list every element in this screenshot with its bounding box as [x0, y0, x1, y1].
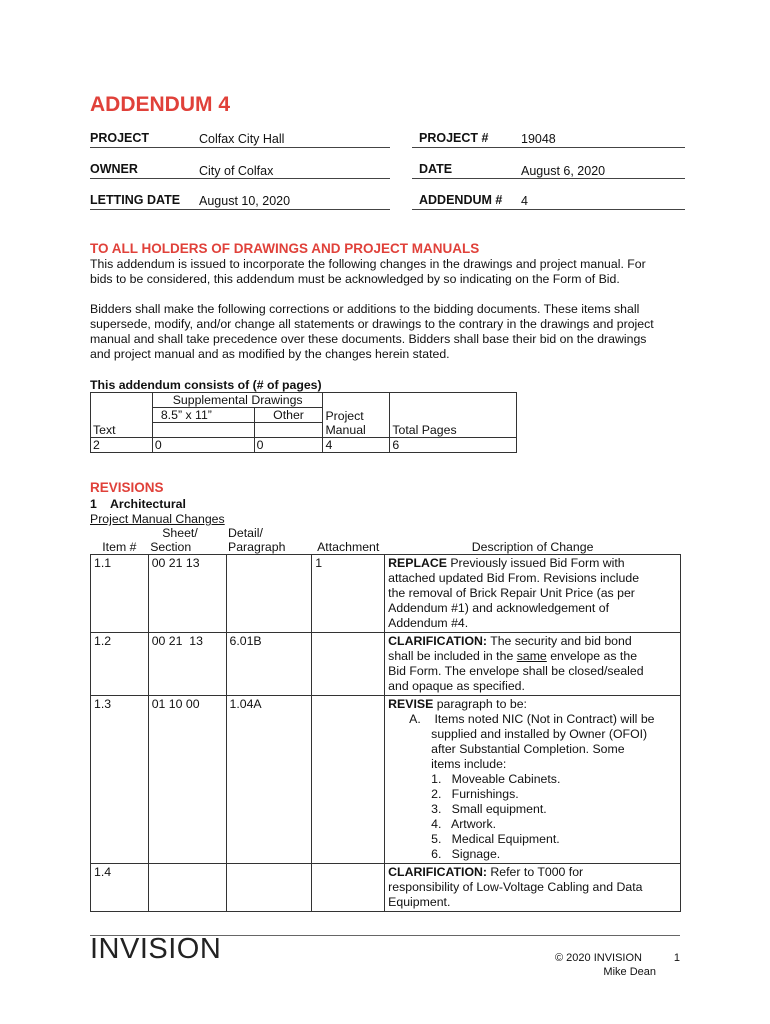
- text-header: Text: [91, 423, 153, 438]
- project-value: Colfax City Hall: [199, 132, 285, 146]
- letting-date-value: August 10, 2020: [199, 194, 291, 208]
- project-no-value: 19048: [521, 132, 556, 146]
- document-title: ADDENDUM 4: [90, 93, 231, 116]
- pages-caption: This addendum consists of (# of pages): [90, 378, 322, 392]
- col-detail-header: [226, 526, 312, 555]
- holders-paragraph-1: [90, 257, 690, 287]
- addendum-no-value: 4: [521, 194, 528, 208]
- date-rule: [412, 178, 685, 179]
- size-85x11-value: 0: [152, 437, 254, 452]
- desc-text: Addendum #1) and acknowledgement of: [388, 601, 609, 615]
- manual-header: Manual: [323, 423, 390, 438]
- col-item-header: Item #: [102, 540, 137, 554]
- holders-paragraph-2: [90, 302, 690, 362]
- desc-text: paragraph to be:: [433, 697, 527, 711]
- desc-text: Equipment.: [388, 895, 451, 909]
- desc-text: Addendum #4.: [388, 616, 469, 630]
- holders-heading: TO ALL HOLDERS OF DRAWINGS AND PROJECT MANUALS: [90, 241, 480, 256]
- attachment: [312, 696, 385, 864]
- list-item: 5. Medical Equipment.: [431, 832, 560, 846]
- total-pages-header: Total Pages: [390, 423, 517, 438]
- table-row: [91, 633, 681, 696]
- project-manual-header: [323, 393, 390, 423]
- desc-text: after Substantial Completion. Some: [431, 742, 625, 756]
- attachment: [312, 864, 385, 912]
- project-rule: [90, 147, 390, 148]
- para2-line: and project manual and as modified by the changes herein stated.: [90, 347, 450, 361]
- footer-author: Mike Dean: [603, 966, 656, 978]
- desc-text: Refer to T000 for: [487, 865, 584, 879]
- architectural-subheading: 1 Architectural: [90, 497, 186, 511]
- detail-paragraph: [226, 555, 312, 633]
- sheet-section: 01 10 00: [148, 696, 226, 864]
- col-sheet-header: [148, 526, 226, 555]
- desc-text: Bid Form. The envelope shall be closed/sealed: [388, 664, 644, 678]
- list-item: 2. Furnishings.: [431, 787, 519, 801]
- total-pages-value: 6: [390, 437, 517, 452]
- lead-keyword: REPLACE: [388, 556, 447, 570]
- invision-logo: INVISION: [90, 933, 222, 965]
- detail-header-line: Detail/: [228, 526, 263, 540]
- sheet-header-line: Sheet/: [162, 526, 198, 540]
- description: [385, 696, 681, 864]
- para2-line: Bidders shall make the following corrections or additions to the bidding documents. These items shall: [90, 302, 640, 316]
- list-item: 1. Moveable Cabinets.: [431, 772, 561, 786]
- project-no-label: PROJECT #: [419, 131, 489, 145]
- lead-keyword: CLARIFICATION:: [388, 865, 487, 879]
- project-label: PROJECT: [90, 131, 150, 145]
- letting-rule: [90, 209, 390, 210]
- owner-label: OWNER: [90, 162, 138, 176]
- para2-line: supersede, modify, and/or change all statements or drawings to the contrary in the drawings and project: [90, 317, 654, 331]
- sheet-header-line: Section: [150, 540, 192, 554]
- attachment: [312, 633, 385, 696]
- addendum-no-label: ADDENDUM #: [419, 193, 503, 207]
- description: [385, 864, 681, 912]
- desc-text: attached updated Bid From. Revisions include: [388, 571, 640, 585]
- desc-text: envelope as the: [546, 649, 638, 663]
- col-attachment-header: Attachment: [317, 540, 380, 554]
- letting-date-label: LETTING DATE: [90, 193, 181, 207]
- detail-paragraph: 1.04A: [226, 696, 312, 864]
- description: [385, 633, 681, 696]
- pages-cell-empty: [91, 393, 153, 423]
- lead-keyword: REVISE: [388, 697, 434, 711]
- item-number: 1.1: [91, 555, 149, 633]
- size-85x11-header: 8.5” x 11”: [152, 408, 254, 423]
- other-header: Other: [254, 408, 323, 423]
- pages-cell-empty: [254, 423, 323, 438]
- sheet-section: [148, 864, 226, 912]
- lead-keyword: CLARIFICATION:: [388, 634, 487, 648]
- para1-line: This addendum is issued to incorporate the following changes in the drawings and project manual. For: [90, 257, 646, 271]
- owner-value: City of Colfax: [199, 164, 274, 178]
- project-manual-value: 4: [323, 437, 390, 452]
- supp-drawings-header: Supplemental Drawings: [152, 393, 323, 408]
- pages-table: [90, 392, 517, 453]
- para2-line: manual and shall take precedence over these documents. Bidders shall base their bid on the drawings: [90, 332, 647, 346]
- item-number: 1.3: [91, 696, 149, 864]
- footer-copyright: © 2020 INVISION: [555, 952, 642, 964]
- desc-text: and opaque as specified.: [388, 679, 525, 693]
- list-item: 4. Artwork.: [431, 817, 497, 831]
- revisions-table: [90, 526, 681, 912]
- sub-item-a: A. Items noted NIC (Not in Contract) will be: [409, 712, 655, 726]
- pm-changes-label: Project Manual Changes: [90, 512, 225, 526]
- project-no-rule: [412, 147, 685, 148]
- desc-text: shall be included in the: [388, 649, 517, 663]
- col-description-header: Description of Change: [471, 540, 594, 554]
- date-value: August 6, 2020: [521, 164, 606, 178]
- list-item: 3. Small equipment.: [431, 802, 547, 816]
- item-number: 1.2: [91, 633, 149, 696]
- desc-text: responsibility of Low-Voltage Cabling and Data: [388, 880, 643, 894]
- pages-cell-empty: [390, 393, 517, 423]
- sheet-section: 00 21 13: [148, 555, 226, 633]
- detail-header-line: Paragraph: [228, 540, 286, 554]
- detail-paragraph: [226, 864, 312, 912]
- addendum-rule: [412, 209, 685, 210]
- desc-text: items include:: [431, 757, 507, 771]
- owner-rule: [90, 178, 390, 179]
- table-row: [91, 864, 681, 912]
- table-row: [91, 555, 681, 633]
- other-value: 0: [254, 437, 323, 452]
- text-value: 2: [91, 437, 153, 452]
- description: [385, 555, 681, 633]
- para1-line: bids to be considered, this addendum must be acknowledged by so indicating on the Form of Bid.: [90, 272, 620, 286]
- pages-cell-empty: [152, 423, 254, 438]
- sheet-section: 00 21 13: [148, 633, 226, 696]
- desc-text: supplied and installed by Owner (OFOI): [431, 727, 648, 741]
- list-item: 6. Signage.: [431, 847, 501, 861]
- desc-text: Previously issued Bid Form with: [446, 556, 625, 570]
- attachment: 1: [312, 555, 385, 633]
- revisions-heading: REVISIONS: [90, 480, 164, 495]
- item-number: 1.4: [91, 864, 149, 912]
- desc-text: The security and bid bond: [487, 634, 632, 648]
- table-row: [91, 696, 681, 864]
- date-label: DATE: [419, 162, 453, 176]
- detail-paragraph: 6.01B: [226, 633, 312, 696]
- desc-text: the removal of Brick Repair Unit Price (as per: [388, 586, 635, 600]
- pm-header-line: Project: [325, 408, 364, 423]
- desc-underlined: same: [516, 649, 547, 663]
- page-number: 1: [673, 952, 680, 964]
